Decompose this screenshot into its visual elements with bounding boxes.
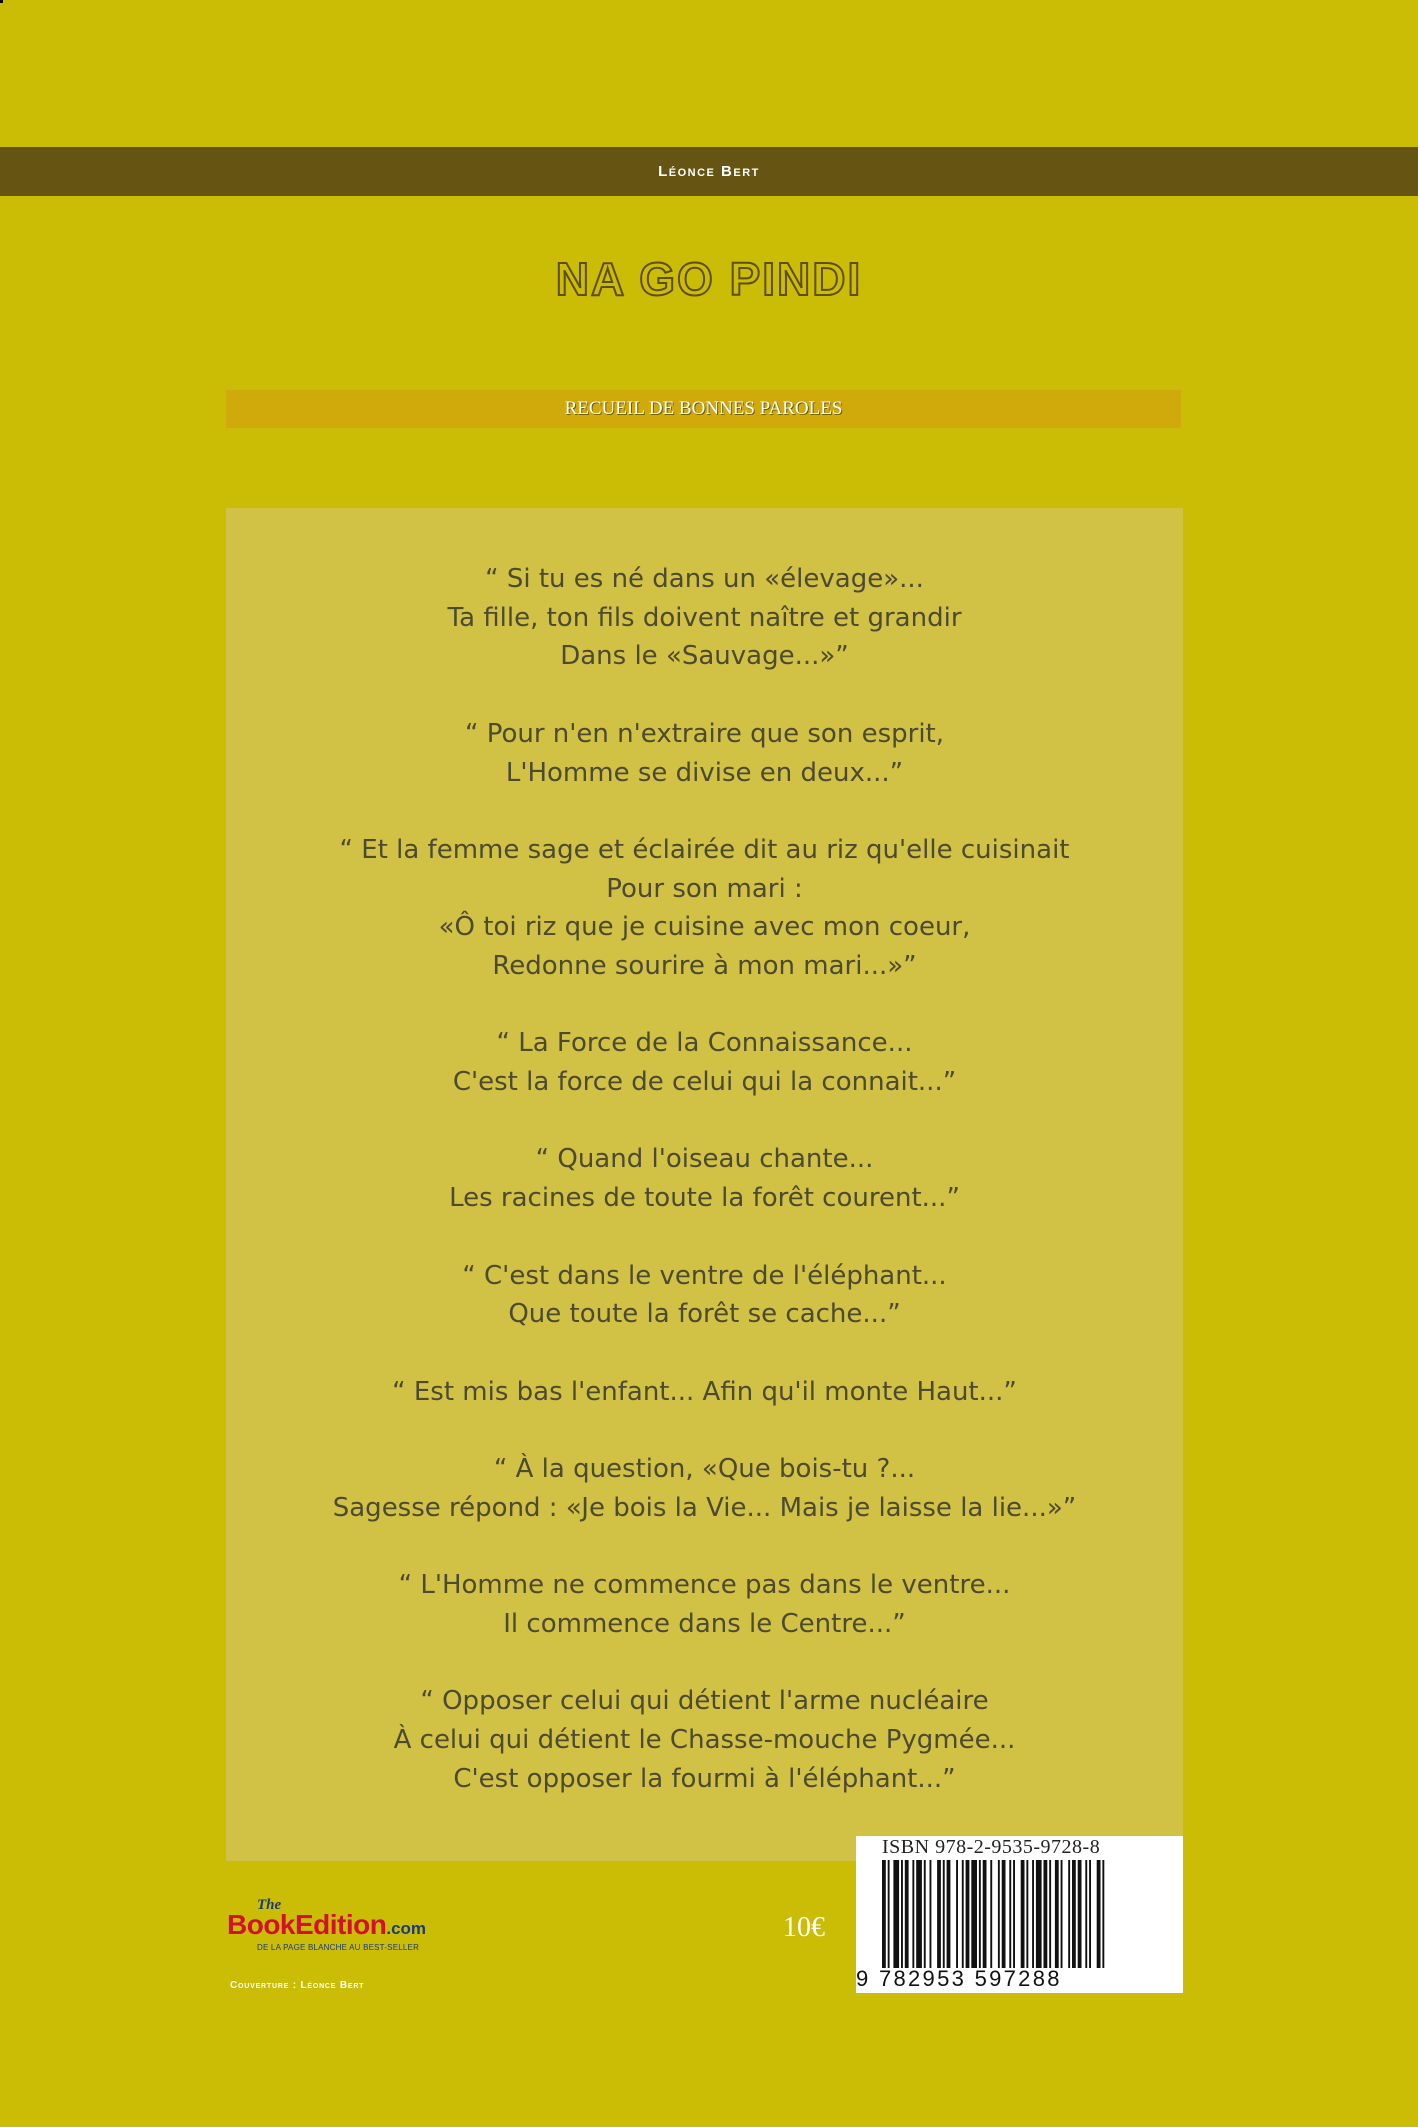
barcode-bar bbox=[1055, 1860, 1059, 1968]
barcode-bar bbox=[930, 1860, 932, 1968]
barcode-bar bbox=[943, 1860, 945, 1968]
subtitle-band bbox=[226, 390, 1181, 428]
barcode-bar bbox=[1072, 1860, 1076, 1968]
quote-block bbox=[226, 1024, 1183, 1101]
barcode-bar bbox=[893, 1860, 899, 1968]
barcode-bar bbox=[966, 1860, 970, 1968]
barcode-bar bbox=[983, 1860, 987, 1968]
quote-block bbox=[226, 1257, 1183, 1334]
quote-line: “ Et la femme sage et éclairée dit au riz qu'elle cuisinait bbox=[339, 834, 1070, 865]
quote-line: Sagesse répond : «Je bois la Vie... Mais je laisse la lie...»” bbox=[332, 1492, 1077, 1523]
barcode-bar bbox=[971, 1860, 977, 1968]
publisher-logo bbox=[227, 1897, 497, 1953]
barcode-bar bbox=[947, 1860, 951, 1968]
barcode-bar bbox=[962, 1860, 964, 1968]
quote-line: Pour son mari : bbox=[606, 873, 803, 904]
quote-line: C'est la force de celui qui la connait...” bbox=[452, 1067, 957, 1098]
quote-line: Redonne sourire à mon mari...»” bbox=[492, 951, 917, 981]
book-title: NA GO PINDI bbox=[555, 253, 863, 305]
barcode-bar bbox=[1049, 1860, 1051, 1968]
barcode-bar bbox=[916, 1860, 922, 1968]
barcode-bars bbox=[882, 1860, 1164, 1968]
quote-line: “ Est mis bas l'enfant... Afin qu'il monte Haut...” bbox=[392, 1376, 1017, 1407]
quote-line: “ À la question, «Que bois-tu ?... bbox=[493, 1454, 916, 1485]
barcode-bar bbox=[882, 1860, 886, 1968]
quote-line: Les racines de toute la forêt courent...” bbox=[449, 1183, 960, 1214]
barcode-bar bbox=[1009, 1860, 1011, 1968]
quote-block bbox=[226, 1450, 1183, 1527]
quote-line: À celui qui détient le Chasse-mouche Pygmée... bbox=[393, 1724, 1016, 1755]
quote-line: Que toute la forêt se cache...” bbox=[508, 1299, 901, 1330]
barcode-bar bbox=[956, 1860, 958, 1968]
quote-block bbox=[226, 1373, 1183, 1412]
barcode-bar bbox=[1085, 1860, 1087, 1968]
quote-line: “ Si tu es né dans un «élevage»... bbox=[485, 564, 924, 594]
barcode-bar bbox=[979, 1860, 981, 1968]
quote-line: L'Homme se divise en deux...” bbox=[505, 757, 904, 788]
publisher-domain: .com bbox=[386, 1919, 427, 1938]
price: 10€ bbox=[783, 1912, 825, 1943]
barcode-bar bbox=[1013, 1860, 1015, 1968]
barcode-bar bbox=[990, 1860, 992, 1968]
publisher-tagline: DE LA PAGE BLANCHE AU BEST-SELLER bbox=[257, 1943, 420, 1952]
quote-line: “ Pour n'en n'extraire que son esprit, bbox=[464, 718, 945, 749]
quote-line: «Ô toi riz que je cuisine avec mon coeur, bbox=[438, 912, 971, 943]
quotes-list bbox=[226, 560, 1183, 1837]
barcode-bar bbox=[1061, 1860, 1063, 1968]
book-subtitle: RECUEIL DE BONNES PAROLES bbox=[564, 398, 843, 419]
quote-block bbox=[226, 1140, 1183, 1217]
quote-line: “ Opposer celui qui détient l'arme nucléaire bbox=[420, 1686, 989, 1717]
barcode-bar bbox=[1102, 1860, 1104, 1968]
barcode-bar bbox=[924, 1860, 926, 1968]
isbn-label: ISBN 978-2-9535-9728-8 bbox=[882, 1836, 1101, 1858]
publisher-logo-the: The bbox=[257, 1897, 282, 1913]
quote-block bbox=[226, 1682, 1183, 1798]
barcode-bar bbox=[998, 1860, 1000, 1968]
cover-credit: Couverture : Léonce Bert bbox=[230, 1980, 365, 1991]
corner-mark bbox=[0, 0, 3, 3]
barcode-bar bbox=[1097, 1860, 1101, 1968]
quote-line: “ C'est dans le ventre de l'éléphant... bbox=[462, 1260, 947, 1291]
barcode-bar bbox=[1032, 1860, 1034, 1968]
author-name: Léonce Bert bbox=[658, 163, 760, 180]
barcode-bar bbox=[1036, 1860, 1042, 1968]
quote-block bbox=[226, 1566, 1183, 1643]
author-band bbox=[0, 147, 1418, 196]
barcode-bar bbox=[888, 1860, 890, 1968]
quote-block bbox=[226, 560, 1183, 676]
barcode-bar bbox=[901, 1860, 903, 1968]
barcode-bar bbox=[1089, 1860, 1091, 1968]
quote-line: C'est opposer la fourmi à l'éléphant...” bbox=[453, 1763, 956, 1794]
quote-block bbox=[226, 831, 1183, 986]
quote-line: Dans le «Sauvage...»” bbox=[560, 641, 849, 672]
quote-block bbox=[226, 715, 1183, 792]
barcode-bar bbox=[905, 1860, 909, 1968]
quote-line: “ L'Homme ne commence pas dans le ventre... bbox=[398, 1570, 1011, 1601]
barcode-digits: 9 782953 597288 bbox=[856, 1966, 1062, 1991]
barcode-bar bbox=[1078, 1860, 1082, 1968]
quote-line: “ Quand l'oiseau chante... bbox=[535, 1144, 874, 1175]
quote-line: Ta fille, ton fils doivent naître et grandir bbox=[447, 602, 962, 633]
barcode-bar bbox=[1068, 1860, 1070, 1968]
barcode-bar bbox=[1002, 1860, 1006, 1968]
quote-line: “ La Force de la Connaissance... bbox=[496, 1028, 913, 1059]
barcode-bar bbox=[937, 1860, 941, 1968]
publisher-name: BookEdition bbox=[227, 1909, 387, 1940]
barcode-bar bbox=[1021, 1860, 1025, 1968]
isbn-barcode bbox=[856, 1836, 1183, 1993]
publisher-logo-name bbox=[227, 1909, 426, 1941]
barcode-bar bbox=[1044, 1860, 1048, 1968]
quote-line: Il commence dans le Centre...” bbox=[503, 1608, 906, 1639]
barcode-bar bbox=[912, 1860, 914, 1968]
barcode-bar bbox=[1026, 1860, 1028, 1968]
